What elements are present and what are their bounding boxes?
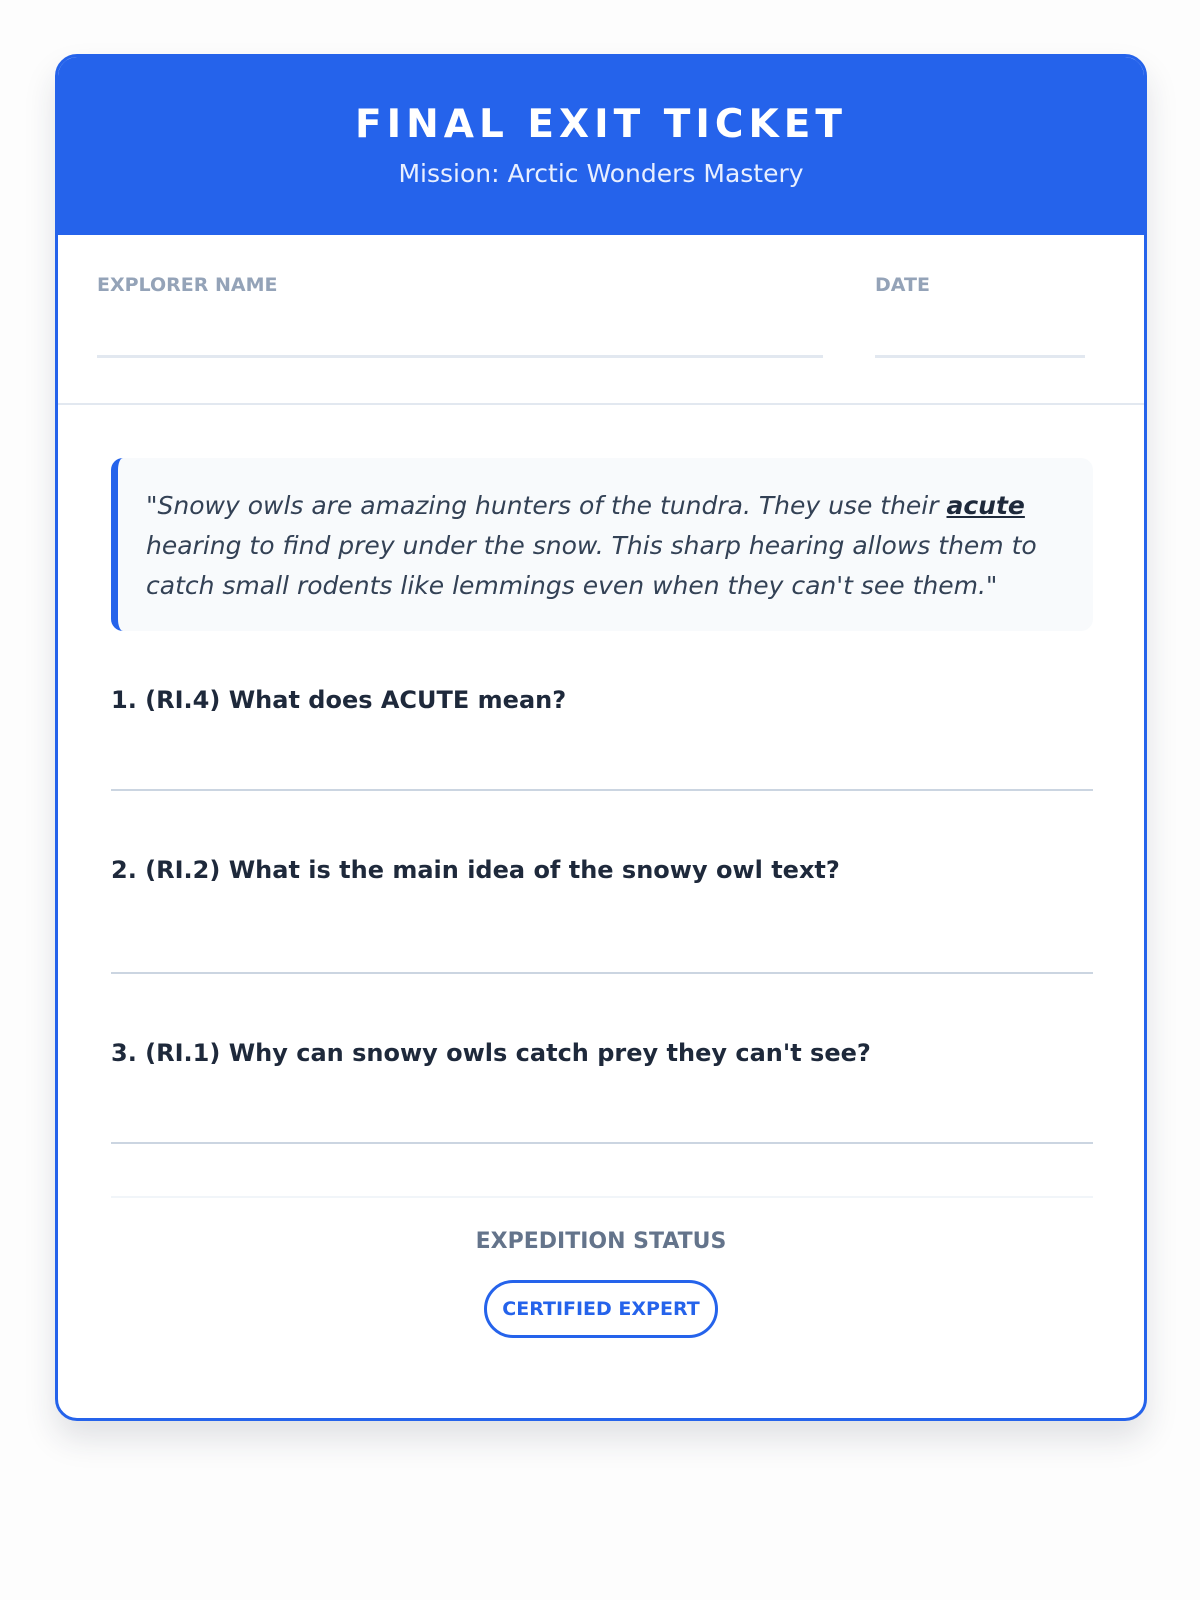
- passage-text-after: hearing to find prey under the snow. This sharp hearing allows them to catch small rodents like lemmings even when they can't see them.": [146, 531, 1037, 600]
- passage-text-before: "Snowy owls are amazing hunters of the tundra. They use their: [146, 491, 947, 520]
- answer-line-1[interactable]: [111, 789, 1093, 791]
- question-1: [111, 685, 1093, 715]
- explorer-name-field: [97, 273, 277, 297]
- explorer-name-label: EXPLORER NAME: [97, 274, 278, 296]
- date-line[interactable]: [875, 355, 1085, 358]
- ticket-header: [58, 57, 1144, 235]
- mission-subtitle: Mission: Arctic Wonders Mastery: [398, 159, 804, 188]
- explorer-name-line[interactable]: [97, 355, 823, 358]
- date-field: [875, 273, 930, 297]
- passage-keyword: acute: [946, 491, 1025, 520]
- question-2-text: 2. (RI.2) What is the main idea of the snowy owl text?: [111, 856, 840, 884]
- student-info-section: [58, 235, 1144, 405]
- question-3: [111, 1038, 1093, 1068]
- question-3-text: 3. (RI.1) Why can snowy owls catch prey they can't see?: [111, 1039, 871, 1067]
- answer-line-2[interactable]: [111, 972, 1093, 974]
- status-divider: [111, 1196, 1093, 1198]
- date-label: DATE: [875, 274, 930, 296]
- question-2: [111, 855, 1093, 885]
- certified-expert-badge[interactable]: CERTIFIED EXPERT: [484, 1280, 718, 1338]
- passage-quote: [111, 458, 1093, 631]
- exit-ticket-card: [55, 54, 1147, 1421]
- question-1-text: 1. (RI.4) What does ACUTE mean?: [111, 686, 567, 714]
- expedition-status-label: EXPEDITION STATUS: [475, 1229, 727, 1254]
- answer-line-3[interactable]: [111, 1142, 1093, 1144]
- ticket-title: FINAL EXIT TICKET: [354, 102, 847, 147]
